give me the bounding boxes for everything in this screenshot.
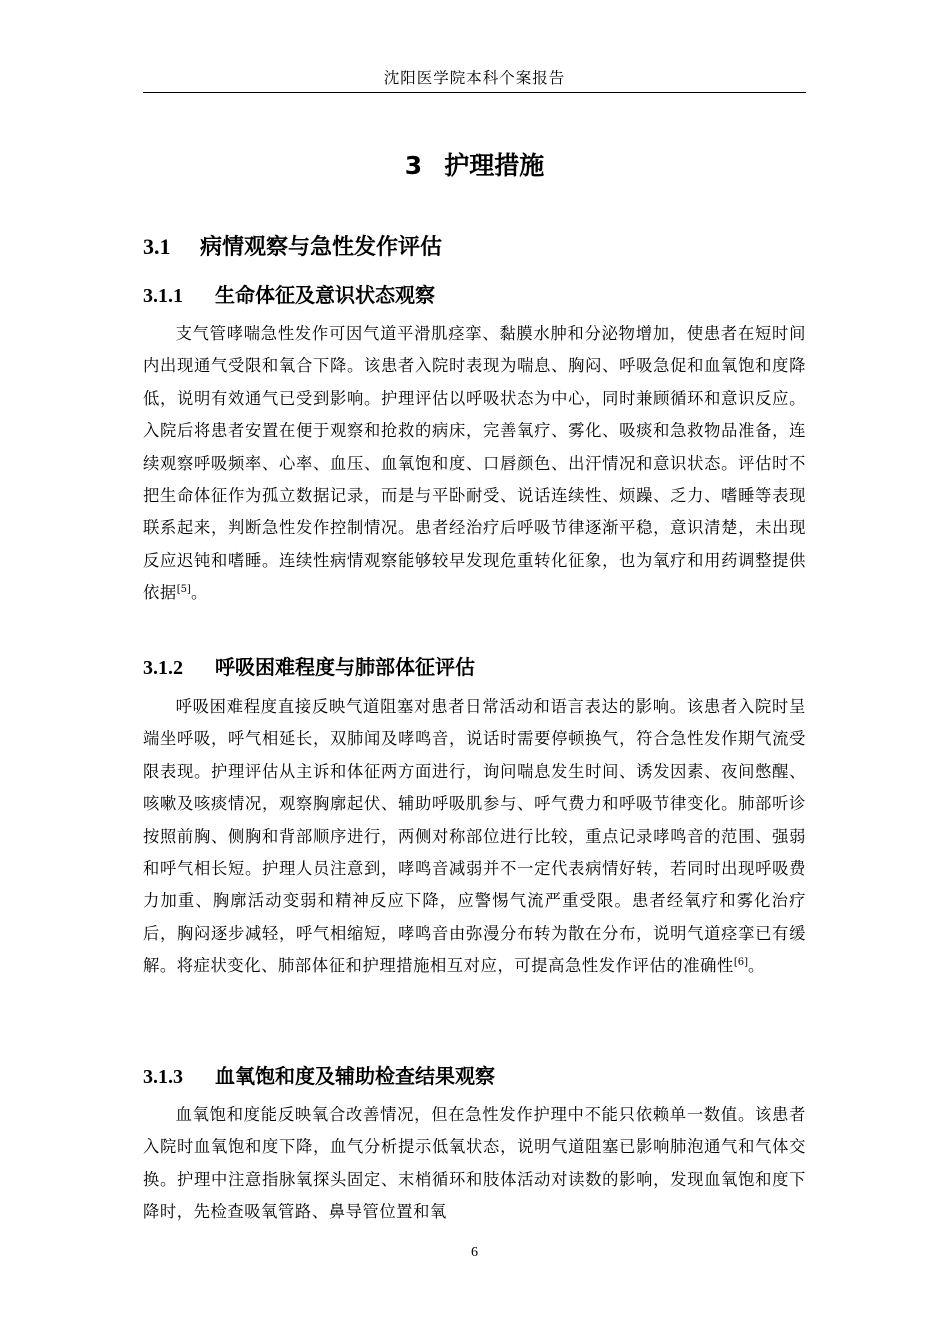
section-number: 3.1.1 xyxy=(143,285,183,307)
chapter-number: 3 xyxy=(404,151,423,180)
page-number: 6 xyxy=(471,1245,478,1260)
citation: [6] xyxy=(733,957,749,969)
chapter-title xyxy=(143,146,806,186)
section-title: 血氧饱和度及辅助检查结果观察 xyxy=(215,1064,495,1088)
paragraph-text: 呼吸困难程度直接反映气道阻塞对患者日常活动和语言表达的影响。该患者入院时呈端坐呼吸，呼气相延长，双肺闻及哮鸣音，说话时需要停顿换气，符合急性发作期气流受限表现。护理评估从主诉和体征两方面进行，询问喘息发生时间、诱发因素、夜间憋醒、咳嗽及咳痰情况，观察胸廓起伏、辅助呼吸肌参与、呼气费力和呼吸节律变化。肺部听诊按照前胸、侧胸和背部顺序进行，两侧对称部位进行比较，重点记录哮鸣音的范围、强弱和呼气相长短。护理人员注意到，哮鸣音减弱并不一定代表病情好转，若同时出现呼吸费力加重、胸廓活动变弱和精神反应下降，应警惕气流严重受限。患者经氧疗和雾化治疗后，胸闷逐步减轻，呼气相缩短，哮鸣音由弥漫分布转为散在分布，说明气道痉挛已有缓解。将症状变化、肺部体征和护理措施相互对应，可提高急性发作评估的准确性 xyxy=(143,697,806,976)
section-3-1-heading xyxy=(143,230,806,265)
section-title: 病情观察与急性发作评估 xyxy=(200,235,443,260)
paragraph-end: 。 xyxy=(190,583,208,603)
paragraph-text: 血氧饱和度能反映氧合改善情况，但在急性发作护理中不能只依赖单一数值。该患者入院时血氧饱和度下降，血气分析提示低氧状态，说明气道阻塞已影响肺泡通气和气体交换。护理中注意指脉氧探头固定、末梢循环和肢体活动对读数的影响，发现血氧饱和度下降时，先检查吸氧管路、鼻导管位置和氧 xyxy=(143,1105,806,1222)
paragraph-3-1-2 xyxy=(143,691,806,983)
section-3-1-2-heading xyxy=(143,651,806,684)
section-3-1-3-heading xyxy=(143,1060,806,1093)
section-number: 3.1.3 xyxy=(143,1066,183,1088)
section-3-1-1-heading xyxy=(143,279,806,312)
paragraph-3-1-3 xyxy=(143,1099,806,1229)
section-number: 3.1.2 xyxy=(143,657,183,679)
section-title: 呼吸困难程度与肺部体征评估 xyxy=(215,655,475,679)
section-title: 生命体征及意识状态观察 xyxy=(215,283,435,307)
header-rule xyxy=(143,92,806,93)
paragraph-3-1-1 xyxy=(143,318,806,610)
page-header: 沈阳医学院本科个案报告 xyxy=(383,69,566,87)
paragraph-end: 。 xyxy=(748,956,765,976)
chapter-title-text: 护理措施 xyxy=(444,151,545,180)
section-number: 3.1 xyxy=(143,234,171,259)
paragraph-text: 支气管哮喘急性发作可因气道平滑肌痉挛、黏膜水肿和分泌物增加，使患者在短时间内出现通气受限和氧合下降。该患者入院时表现为喘息、胸闷、呼吸急促和血氧饱和度降低，说明有效通气已受到影响。护理评估以呼吸状态为中心，同时兼顾循环和意识反应。入院后将患者安置在便于观察和抢救的病床，完善氧疗、雾化、吸痰和急救物品准备，连续观察呼吸频率、心率、血压、血氧饱和度、口唇颜色、出汗情况和意识状态。评估时不把生命体征作为孤立数据记录，而是与平卧耐受、说话连续性、烦躁、乏力、嗜睡等表现联系起来，判断急性发作控制情况。患者经治疗后呼吸节律逐渐平稳，意识清楚，未出现反应迟钝和嗜睡。连续性病情观察能够较早发现危重转化征象，也为氧疗和用药调整提供依据 xyxy=(143,324,806,603)
citation: [5] xyxy=(176,584,191,596)
